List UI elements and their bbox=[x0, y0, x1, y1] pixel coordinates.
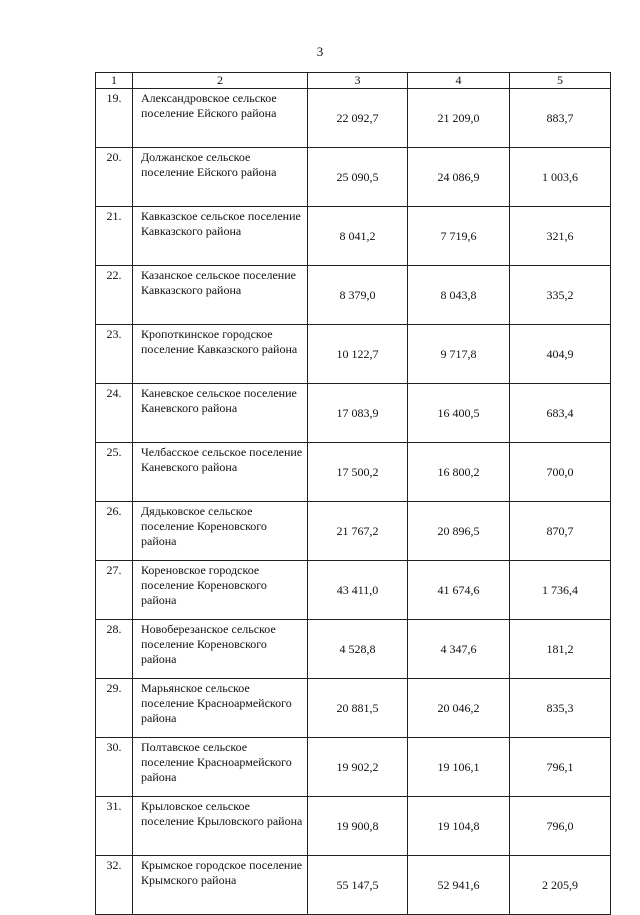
column-4-value-cell: 8 043,8 bbox=[408, 266, 510, 325]
table-row bbox=[96, 679, 611, 738]
table-row bbox=[96, 443, 611, 502]
column-5-value-cell: 404,9 bbox=[510, 325, 611, 384]
column-header-4: 4 bbox=[408, 73, 510, 89]
table-row bbox=[96, 266, 611, 325]
column-4-value-cell: 52 941,6 bbox=[408, 856, 510, 915]
column-5-value-cell: 796,0 bbox=[510, 797, 611, 856]
settlement-name-cell: Крымское городское поселение Крымского района bbox=[133, 856, 308, 915]
row-number-cell: 21. bbox=[96, 207, 133, 266]
table-row bbox=[96, 856, 611, 915]
table-row bbox=[96, 148, 611, 207]
column-4-value-cell: 4 347,6 bbox=[408, 620, 510, 679]
column-header-1: 1 bbox=[96, 73, 133, 89]
row-number-cell: 28. bbox=[96, 620, 133, 679]
column-5-value-cell: 835,3 bbox=[510, 679, 611, 738]
column-3-value-cell: 20 881,5 bbox=[308, 679, 408, 738]
table-row bbox=[96, 738, 611, 797]
column-3-value-cell: 22 092,7 bbox=[308, 89, 408, 148]
settlement-name-cell: Кореновское городское поселение Кореновского района bbox=[133, 561, 308, 620]
settlement-name-cell: Кавказское сельское поселение Кавказского района bbox=[133, 207, 308, 266]
row-number-cell: 27. bbox=[96, 561, 133, 620]
column-3-value-cell: 43 411,0 bbox=[308, 561, 408, 620]
table-row bbox=[96, 325, 611, 384]
table-row bbox=[96, 561, 611, 620]
column-4-value-cell: 9 717,8 bbox=[408, 325, 510, 384]
column-3-value-cell: 19 900,8 bbox=[308, 797, 408, 856]
data-table bbox=[95, 72, 611, 915]
row-number-cell: 31. bbox=[96, 797, 133, 856]
column-5-value-cell: 796,1 bbox=[510, 738, 611, 797]
row-number-cell: 30. bbox=[96, 738, 133, 797]
column-4-value-cell: 41 674,6 bbox=[408, 561, 510, 620]
column-4-value-cell: 16 800,2 bbox=[408, 443, 510, 502]
column-4-value-cell: 19 104,8 bbox=[408, 797, 510, 856]
column-5-value-cell: 870,7 bbox=[510, 502, 611, 561]
settlement-name-cell: Новоберезанское сельское поселение Кореновского района bbox=[133, 620, 308, 679]
settlement-name-cell: Челбасское сельское поселение Каневского района bbox=[133, 443, 308, 502]
column-3-value-cell: 8 379,0 bbox=[308, 266, 408, 325]
table-row bbox=[96, 384, 611, 443]
table-row bbox=[96, 502, 611, 561]
column-4-value-cell: 20 896,5 bbox=[408, 502, 510, 561]
column-4-value-cell: 19 106,1 bbox=[408, 738, 510, 797]
column-4-value-cell: 7 719,6 bbox=[408, 207, 510, 266]
table-row bbox=[96, 207, 611, 266]
row-number-cell: 23. bbox=[96, 325, 133, 384]
row-number-cell: 20. bbox=[96, 148, 133, 207]
column-5-value-cell: 181,2 bbox=[510, 620, 611, 679]
column-header-5: 5 bbox=[510, 73, 611, 89]
column-5-value-cell: 1 003,6 bbox=[510, 148, 611, 207]
column-3-value-cell: 10 122,7 bbox=[308, 325, 408, 384]
settlement-name-cell: Полтавское сельское поселение Красноармейского района bbox=[133, 738, 308, 797]
row-number-cell: 32. bbox=[96, 856, 133, 915]
row-number-cell: 25. bbox=[96, 443, 133, 502]
column-3-value-cell: 4 528,8 bbox=[308, 620, 408, 679]
column-header-3: 3 bbox=[308, 73, 408, 89]
settlement-name-cell: Должанское сельское поселение Ейского района bbox=[133, 148, 308, 207]
column-5-value-cell: 2 205,9 bbox=[510, 856, 611, 915]
column-5-value-cell: 883,7 bbox=[510, 89, 611, 148]
settlement-name-cell: Александровское сельское поселение Ейского района bbox=[133, 89, 308, 148]
row-number-cell: 29. bbox=[96, 679, 133, 738]
settlement-name-cell: Казанское сельское поселение Кавказского района bbox=[133, 266, 308, 325]
row-number-cell: 24. bbox=[96, 384, 133, 443]
table-row bbox=[96, 797, 611, 856]
page-number: 3 bbox=[316, 44, 324, 59]
column-4-value-cell: 20 046,2 bbox=[408, 679, 510, 738]
settlement-name-cell: Дядьковское сельское поселение Кореновского района bbox=[133, 502, 308, 561]
row-number-cell: 22. bbox=[96, 266, 133, 325]
table-body bbox=[96, 89, 611, 915]
column-4-value-cell: 16 400,5 bbox=[408, 384, 510, 443]
column-3-value-cell: 17 083,9 bbox=[308, 384, 408, 443]
column-header-2: 2 bbox=[133, 73, 308, 89]
settlement-name-cell: Крыловское сельское поселение Крыловского района bbox=[133, 797, 308, 856]
column-3-value-cell: 19 902,2 bbox=[308, 738, 408, 797]
column-5-value-cell: 335,2 bbox=[510, 266, 611, 325]
header-row bbox=[96, 73, 611, 89]
column-3-value-cell: 17 500,2 bbox=[308, 443, 408, 502]
column-5-value-cell: 321,6 bbox=[510, 207, 611, 266]
column-5-value-cell: 683,4 bbox=[510, 384, 611, 443]
column-4-value-cell: 24 086,9 bbox=[408, 148, 510, 207]
column-5-value-cell: 1 736,4 bbox=[510, 561, 611, 620]
settlement-name-cell: Марьянское сельское поселение Красноармейского района bbox=[133, 679, 308, 738]
row-number-cell: 19. bbox=[96, 89, 133, 148]
column-5-value-cell: 700,0 bbox=[510, 443, 611, 502]
column-4-value-cell: 21 209,0 bbox=[408, 89, 510, 148]
settlement-name-cell: Каневское сельское поселение Каневского района bbox=[133, 384, 308, 443]
table-row bbox=[96, 620, 611, 679]
table-row bbox=[96, 89, 611, 148]
column-3-value-cell: 25 090,5 bbox=[308, 148, 408, 207]
column-3-value-cell: 21 767,2 bbox=[308, 502, 408, 561]
column-3-value-cell: 55 147,5 bbox=[308, 856, 408, 915]
column-3-value-cell: 8 041,2 bbox=[308, 207, 408, 266]
settlement-name-cell: Кропоткинское городское поселение Кавказского района bbox=[133, 325, 308, 384]
row-number-cell: 26. bbox=[96, 502, 133, 561]
